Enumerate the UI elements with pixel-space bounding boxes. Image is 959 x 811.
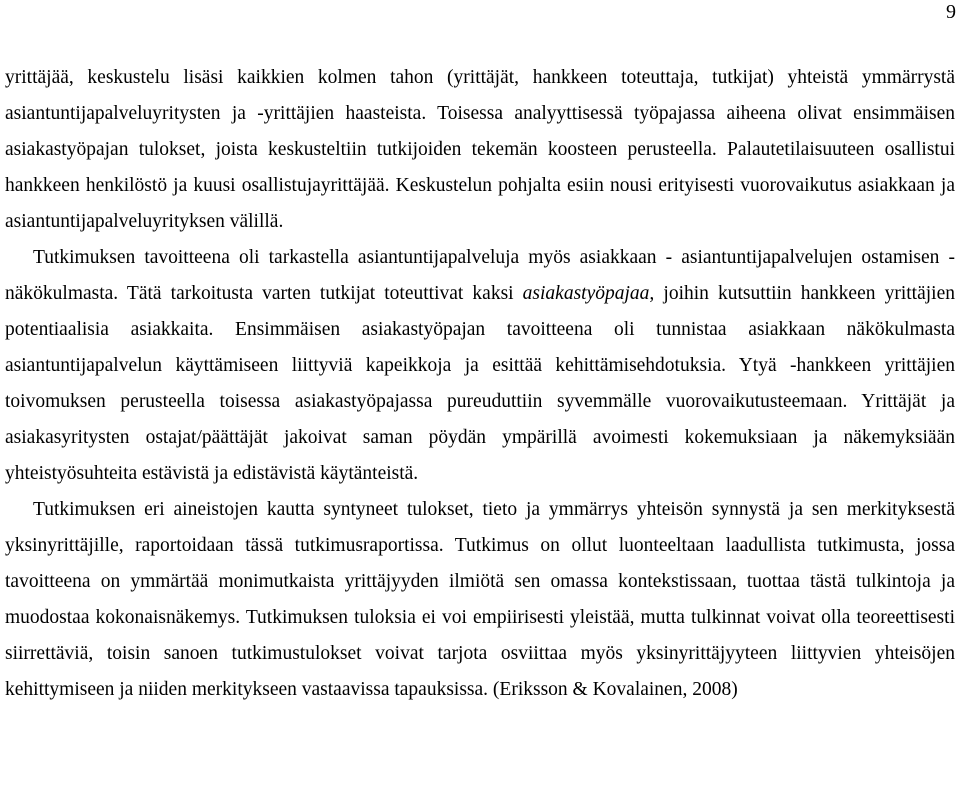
paragraph-3-text: Tutkimuksen eri aineistojen kautta syntyneet tulokset, tieto ja ymmärrys yhteisön synnystä ja sen merkityksestä yksinyrittäjille, raportoidaan tässä tutkimusraportissa. Tutkimus on ollut luonteeltaan laadullista tutkimusta, jossa tavoitteena on ymmärtää monimutkaista yrittäjyyden ilmiötä sen omassa kontekstissaan, tuottaa tästä tulkintoja ja muodostaa kokonaisnäkemys. Tutkimuksen tuloksia ei voi empiirisesti yleistää, mutta tulkinnat voivat olla teoreettisesti siirrettäviä, toisin sanoen tutkimustulokset voivat tarjota osviittaa myös yksinyrittäjyyteen liittyvien yhteisöjen kehittymiseen ja niiden merkitykseen vastaavissa tapauksissa. (Eriksson & Kovalainen, 2008) xyxy=(5,499,955,700)
page-number: 9 xyxy=(946,1,956,23)
paragraph-1 xyxy=(5,60,955,240)
paragraph-2-text-b: joihin kutsuttiin hankkeen yrittäjien potentiaalisia asiakkaita. Ensimmäisen asiakastyöpajan tavoitteena oli tunnistaa asiakkaan näkökulmasta asiantuntijapalvelun käyttämiseen liittyviä kapeikkoja ja esittää kehittämisehdotuksia. Ytyä -hankkeen yrittäjien toivomuksen perusteella toisessa asiakastyöpajassa pureuduttiin syvemmälle vuorovaikutusteemaan. Yrittäjät ja asiakasyritysten ostajat/päättäjät jakoivat saman pöydän ympärillä avoimesti kokemuksiaan ja näkemyksiään yhteistyösuhteita estävistä ja edistävistä käytänteistä. xyxy=(5,283,955,484)
paragraph-2 xyxy=(5,240,955,492)
paragraph-1-text: yrittäjää, keskustelu lisäsi kaikkien kolmen tahon (yrittäjät, hankkeen toteuttaja, tutkijat) yhteistä ymmärrystä asiantuntijapalveluyritysten ja -yrittäjien haasteista. Toisessa analyyttisessä työpajassa aiheena olivat ensimmäisen asiakastyöpajan tulokset, joista keskusteltiin tutkijoiden tekemän koosteen perusteella. Palautetilaisuuteen osallistui hankkeen henkilöstö ja kuusi osallistujayrittäjää. Keskustelun pohjalta esiin nousi erityisesti vuorovaikutus asiakkaan ja asiantuntijapalveluyrityksen välillä. xyxy=(5,67,955,232)
document-body xyxy=(5,60,955,708)
paragraph-2-text-a: Tutkimuksen tavoitteena oli tarkastella asiantuntijapalveluja myös asiakkaan - asiantuntijapalvelujen ostamisen - näkökulmasta. Tätä tarkoitusta varten tutkijat toteuttivat kaksi xyxy=(5,247,955,304)
paragraph-2-italic-term: asiakastyöpajaa, xyxy=(522,283,655,304)
paragraph-3 xyxy=(5,492,955,708)
